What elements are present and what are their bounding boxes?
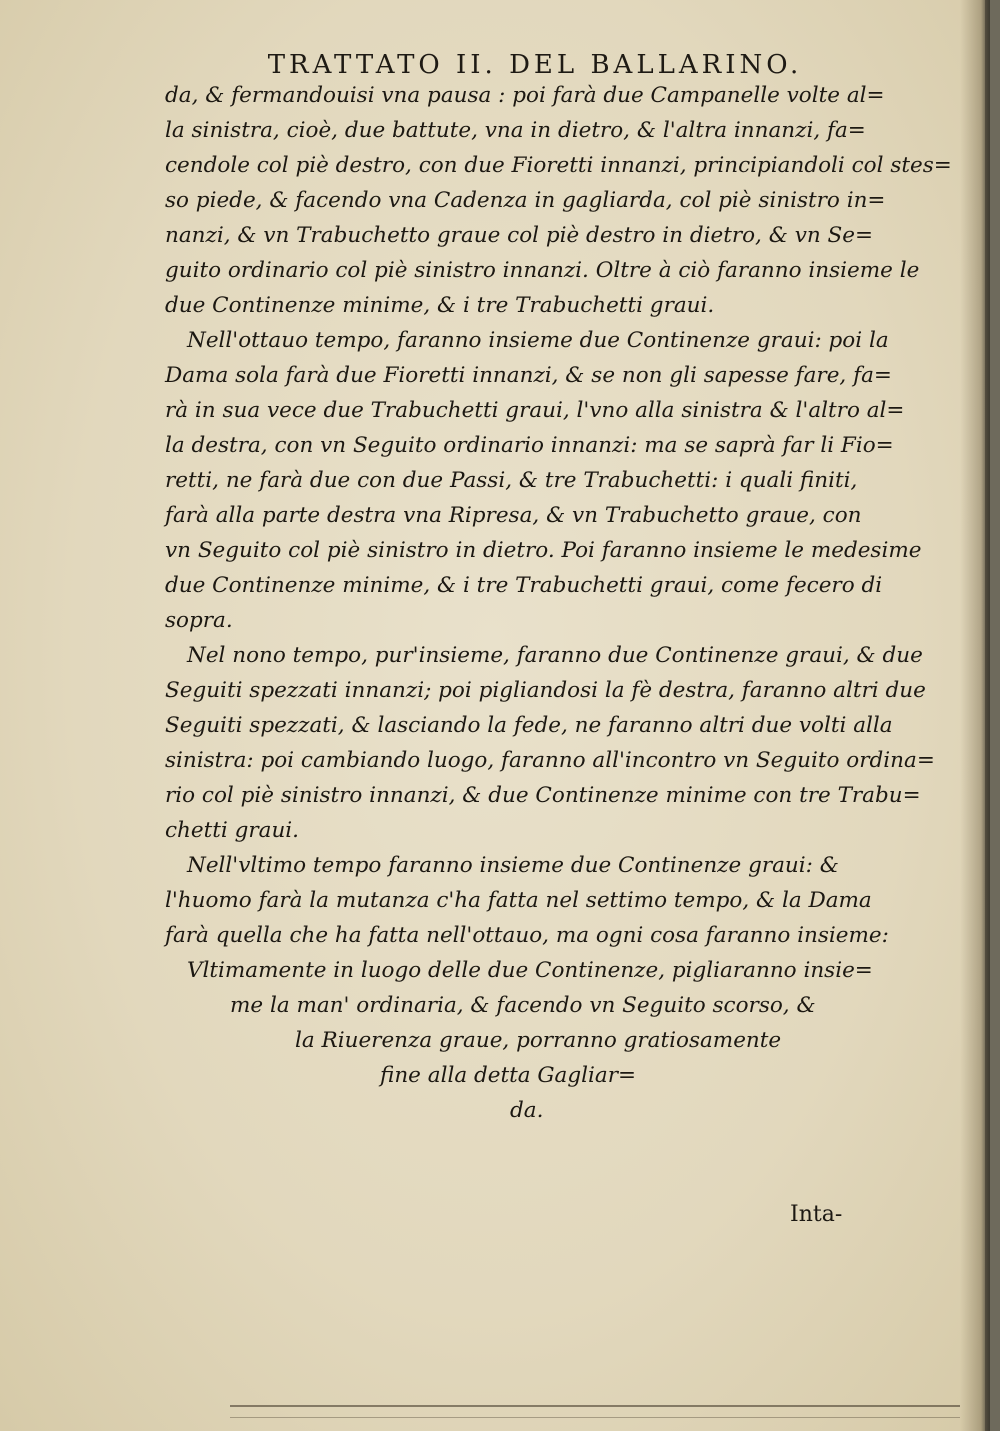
text-line: rio col piè sinistro innanzi, & due Continenze minime con tre Trabu=	[165, 783, 921, 808]
text-line: da.	[510, 1098, 544, 1123]
page-bottom-edge	[230, 1405, 960, 1418]
text-line: vn Seguito col piè sinistro in dietro. Poi faranno insieme le medesime	[165, 538, 922, 563]
running-header: TRATTATO II. DEL BALLARINO.	[267, 50, 803, 80]
text-line: chetti graui.	[165, 818, 300, 843]
text-line: so piede, & facendo vna Cadenza in gagliarda, col piè sinistro in=	[165, 188, 886, 213]
text-line: guito ordinario col piè sinistro innanzi. Oltre à ciò faranno insieme le	[165, 258, 920, 283]
text-line: Nel nono tempo, pur'insieme, faranno due Continenze graui, & due	[187, 643, 923, 668]
text-line: la Riuerenza graue, porranno gratiosamente	[295, 1028, 782, 1053]
text-line: Seguiti spezzati, & lasciando la fede, ne faranno altri due volti alla	[165, 713, 893, 738]
text-line: rà in sua vece due Trabuchetti graui, l'vno alla sinistra & l'altro al=	[165, 398, 905, 423]
text-line: sopra.	[165, 608, 233, 633]
text-line: Nell'vltimo tempo faranno insieme due Continenze graui: &	[187, 853, 839, 878]
text-line: Dama sola farà due Fioretti innanzi, & se non gli sapesse fare, fa=	[165, 363, 892, 388]
text-line: Vltimamente in luogo delle due Continenze, pigliaranno insie=	[187, 958, 873, 983]
text-line: farà quella che ha fatta nell'ottauo, ma ogni cosa faranno insieme:	[165, 923, 889, 948]
text-line: nanzi, & vn Trabuchetto graue col piè destro in dietro, & vn Se=	[165, 223, 873, 248]
text-line: cendole col piè destro, con due Fioretti innanzi, principiandoli col stes=	[165, 153, 952, 178]
text-line: due Continenze minime, & i tre Trabuchetti graui, come fecero di	[165, 573, 883, 598]
page-gutter-shadow	[960, 0, 990, 1431]
text-line: la sinistra, cioè, due battute, vna in dietro, & l'altra innanzi, fa=	[165, 118, 866, 143]
text-line: l'huomo farà la mutanza c'ha fatta nel settimo tempo, & la Dama	[165, 888, 872, 913]
text-line: da, & fermandouisi vna pausa : poi farà due Campanelle volte al=	[165, 83, 885, 108]
body-text	[165, 78, 952, 1128]
text-line: la destra, con vn Seguito ordinario innanzi: ma se saprà far li Fio=	[165, 433, 894, 458]
text-line: Nell'ottauo tempo, faranno insieme due Continenze graui: poi la	[187, 328, 889, 353]
text-line: due Continenze minime, & i tre Trabuchetti graui.	[165, 293, 715, 318]
text-line: Seguiti spezzati innanzi; poi pigliandosi la fè destra, faranno altri due	[165, 678, 926, 703]
text-line: retti, ne farà due con due Passi, & tre Trabuchetti: i quali finiti,	[165, 468, 858, 493]
text-line: sinistra: poi cambiando luogo, faranno all'incontro vn Seguito ordina=	[165, 748, 935, 773]
text-line: fine alla detta Gagliar=	[380, 1063, 637, 1088]
text-line: farà alla parte destra vna Ripresa, & vn Trabuchetto graue, con	[165, 503, 862, 528]
catchword: Inta-	[790, 1202, 843, 1227]
text-line: me la man' ordinaria, & facendo vn Seguito scorso, &	[230, 993, 816, 1018]
